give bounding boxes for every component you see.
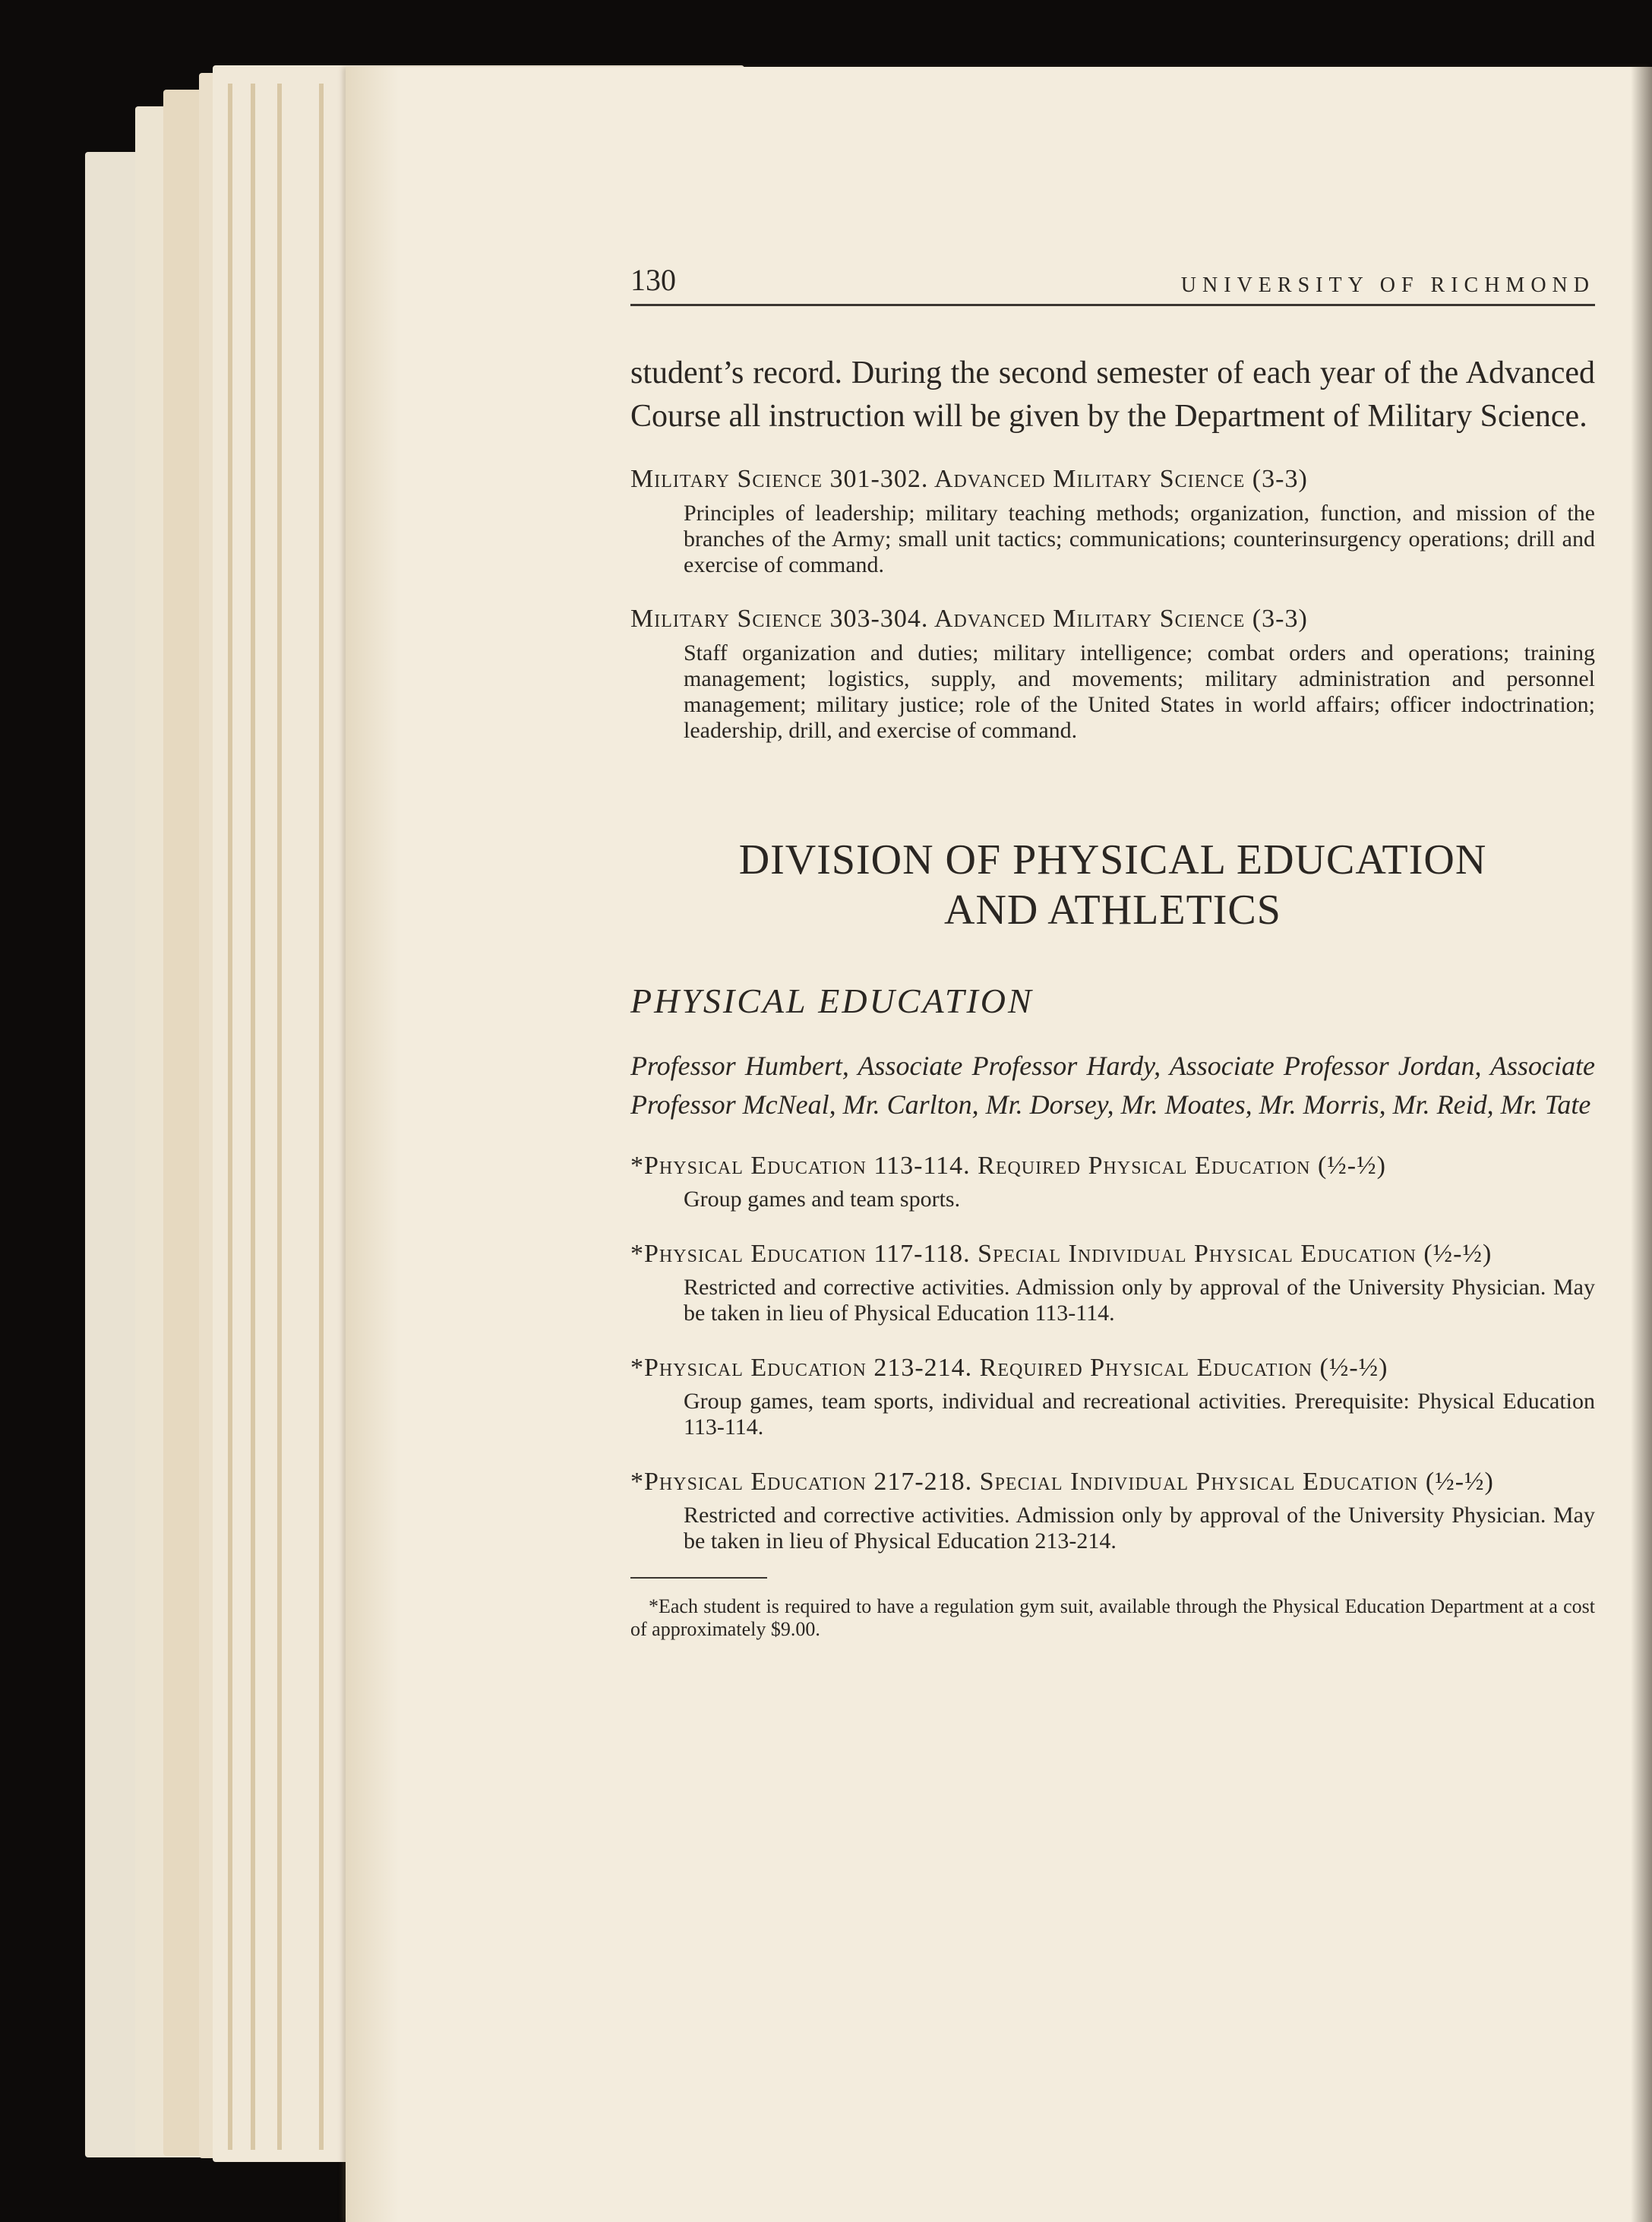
lead-paragraph: student’s record. During the second semester of each year of the Advanced Course all instruction will be given by the Department of Military Science. bbox=[630, 356, 1595, 434]
faculty-list: Professor Humbert, Associate Professor Hardy, Associate Professor Jordan, Associate Professor McNeal, Mr. Carlton, Mr. Dorsey, Mr. Moates, Mr. Morris, Mr. Reid, Mr. Tate bbox=[630, 1051, 1595, 1120]
page-edge-strip bbox=[228, 84, 232, 2150]
division-heading bbox=[630, 835, 1595, 935]
course-title: *Physical Education 213-214. Required Physical Education (½-½) bbox=[630, 1354, 1388, 1382]
division-heading-line: AND ATHLETICS bbox=[944, 887, 1281, 934]
course-description: Group games and team sports. bbox=[684, 1187, 961, 1212]
pe-course bbox=[630, 1149, 1595, 1212]
footnote: *Each student is required to have a regulation gym suit, available through the Physical Education Department at a cost of approximately $9.00. bbox=[630, 1595, 1595, 1640]
pe-course bbox=[630, 1465, 1595, 1554]
military-course bbox=[630, 601, 1595, 744]
section-heading: PHYSICAL EDUCATION bbox=[630, 981, 1034, 1020]
course-title: *Physical Education 217-218. Special Individual Physical Education (½-½) bbox=[630, 1468, 1494, 1496]
course-title: Military Science 301-302. Advanced Military Science (3-3) bbox=[630, 465, 1308, 493]
course-description: Principles of leadership; military teaching methods; organization, function, and mission of the branches of the Army; small unit tactics; communications; counterinsurgency operations; drill and exercise of command. bbox=[684, 501, 1595, 577]
footnote-rule bbox=[630, 1577, 767, 1579]
page-content bbox=[630, 262, 1595, 1641]
division-heading-line: DIVISION OF PHYSICAL EDUCATION bbox=[738, 836, 1487, 883]
course-title: *Physical Education 117-118. Special Individual Physical Education (½-½) bbox=[630, 1240, 1492, 1268]
running-title: UNIVERSITY OF RICHMOND bbox=[1180, 273, 1595, 297]
page-number: 130 bbox=[630, 263, 676, 297]
page-edge-strip bbox=[277, 84, 282, 2150]
course-description: Staff organization and duties; military intelligence; combat orders and operations; training management; logistics, supply, and movements; military administration and personnel management; military justice; role of the United States in world affairs; officer indoctrination; leadership, drill, and exercise of command. bbox=[684, 640, 1595, 743]
course-description: Restricted and corrective activities. Admission only by approval of the University Physician. May be taken in lieu of Physical Education 213-214. bbox=[684, 1503, 1595, 1554]
pe-course bbox=[630, 1237, 1595, 1326]
page-edge-strip bbox=[319, 84, 324, 2150]
course-description: Restricted and corrective activities. Admission only by approval of the University Physician. May be taken in lieu of Physical Education 113-114. bbox=[684, 1275, 1595, 1326]
page-edge-strip bbox=[251, 84, 255, 2150]
page-edge-shadow bbox=[1631, 67, 1652, 2222]
course-title: Military Science 303-304. Advanced Military Science (3-3) bbox=[630, 605, 1308, 633]
military-course bbox=[630, 461, 1595, 578]
spine-shadow bbox=[346, 67, 399, 2222]
pe-course bbox=[630, 1351, 1595, 1440]
course-title: *Physical Education 113-114. Required Physical Education (½-½) bbox=[630, 1152, 1386, 1180]
course-description: Group games, team sports, individual and recreational activities. Prerequisite: Physical Education 113-114. bbox=[684, 1389, 1595, 1440]
running-head bbox=[630, 262, 1595, 306]
